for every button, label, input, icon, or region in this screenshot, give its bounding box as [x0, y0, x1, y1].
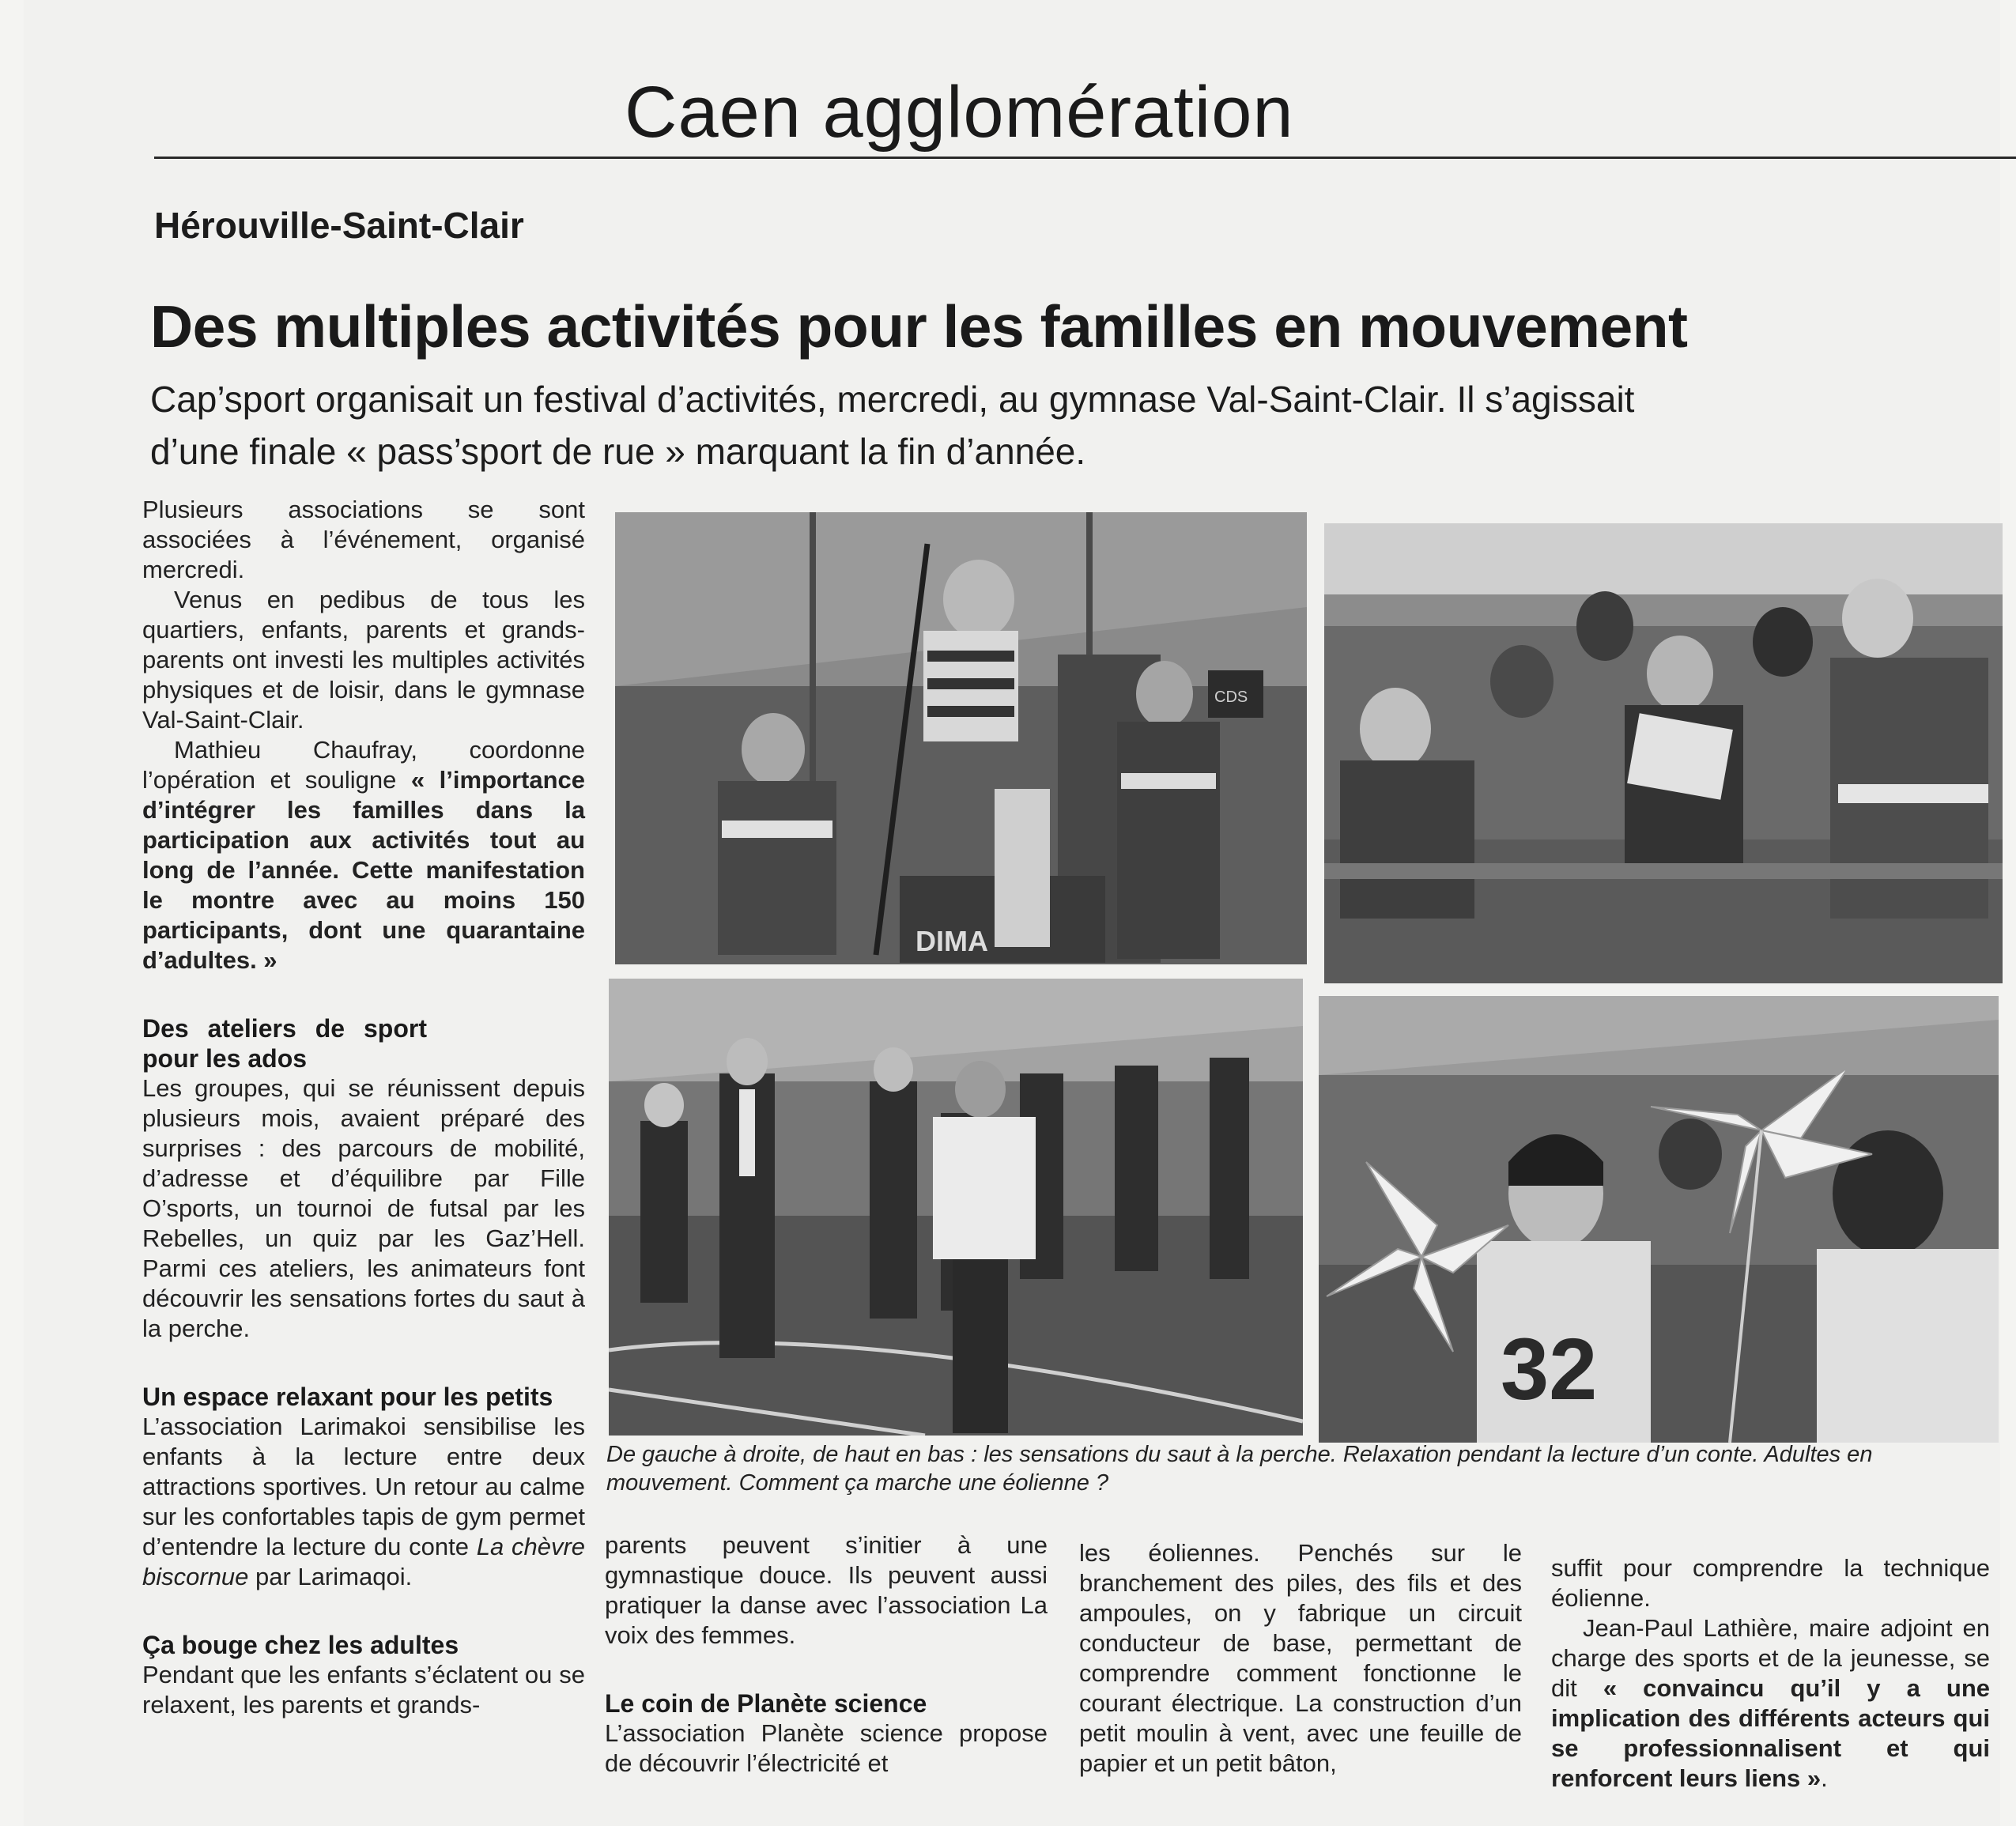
- science-paragraph-continued: les éoliennes. Penchés sur le branchement des piles, des fils et des ampoules, on y fabrique un circuit conducteur de base, permettant de comprendre comment fonctionne le courant électrique. La construction d’un petit moulin à vent, avec une feuille de papier et un petit bâton,: [1079, 1539, 1522, 1777]
- adultes-paragraph-start: Pendant que les enfants s’éclatent ou se relaxent, les parents et grands-: [142, 1661, 585, 1718]
- science-paragraph-end: suffit pour comprendre la technique éolienne.: [1551, 1554, 1990, 1612]
- petits-paragraph: [142, 1412, 585, 1592]
- intro-p3-lead: Mathieu Chaufray, coordonne l’opération et souligne: [142, 736, 585, 794]
- science-paragraph-start: L’association Planète science propose de découvrir l’électricité et: [605, 1719, 1048, 1777]
- article-column-4: [1551, 1553, 1990, 1794]
- article-column-1: [142, 495, 585, 1720]
- adultes-paragraph-continued: parents peuvent s’initier à une gymnastique douce. Ils peuvent aussi pratiquer la danse avec l’association La voix des femmes.: [605, 1531, 1048, 1649]
- intro-p3-quote: « l’importance d’intégrer les familles dans la participation aux activités tout au long de l’année. Cette manifestation le montre avec au moins 150 participants, dont une quarantaine d’adultes. »: [142, 766, 585, 974]
- subhead-ados: Des ateliers de sport pour les ados: [142, 1014, 427, 1073]
- location-kicker: Hérouville-Saint-Clair: [154, 205, 524, 246]
- photo-wind-turbines: [1319, 996, 1999, 1443]
- book-title: La chèvre biscornue: [142, 1533, 586, 1590]
- intro-paragraph-3: [142, 735, 585, 975]
- petits-body-after: par Larimaqoi.: [248, 1563, 413, 1590]
- shirt-number-text: 32: [1501, 1321, 1598, 1418]
- ados-paragraph: Les groupes, qui se réunissent depuis plusieurs mois, avaient préparé des surprises : des parcours de mobilité, d’adresse et d’équilibre par Fille O’sports, un tournoi de futsal par les Rebelles, un quiz par les Gaz’Hell. Parmi ces ateliers, les animateurs font découvrir les sensations fortes du saut à la perche.: [142, 1074, 585, 1342]
- article-headline: Des multiples activités pour les familles en mouvement: [150, 293, 1688, 360]
- petits-body-before: L’association Larimakoi sensibilise les enfants à la lecture entre deux attractions sportives. Un retour au calme sur les confortables tapis de gym permet d’entendre la lecture du conte: [142, 1413, 585, 1560]
- article-column-3: [1079, 1538, 1522, 1779]
- article-column-2: [605, 1530, 1048, 1779]
- section-title: Caen agglomération: [625, 72, 1294, 153]
- photo-adults-moving: [609, 979, 1303, 1436]
- photo-story-reading: [1324, 523, 2003, 983]
- gym-sign-text: CDS: [1214, 689, 1248, 706]
- header-rule: [154, 157, 2016, 159]
- closing-quote: « convaincu qu’il y a une implication des différents acteurs qui se professionnalisent et qui renforcent leurs liens »: [1551, 1674, 1990, 1792]
- subhead-petits: Un espace relaxant pour les petits: [142, 1383, 553, 1411]
- newspaper-page: [24, 0, 2000, 1826]
- closing-paragraph: [1551, 1613, 1990, 1794]
- article-standfirst: Cap’sport organisait un festival d’activités, mercredi, au gymnase Val-Saint-Clair. Il s’agissait d’une finale « pass’sport de rue » marquant la fin d’année.: [150, 379, 1635, 472]
- intro-paragraph-1: Plusieurs associations se sont associées à l’événement, organisé mercredi.: [142, 496, 585, 583]
- intro-paragraph-2: Venus en pedibus de tous les quartiers, enfants, parents et grands-parents ont investi les multiples activités physiques et de loisir, dans le gymnase Val-Saint-Clair.: [142, 586, 585, 734]
- closing-end: .: [1821, 1764, 1828, 1792]
- subhead-science: Le coin de Planète science: [605, 1689, 927, 1718]
- subhead-adultes: Ça bouge chez les adultes: [142, 1631, 459, 1659]
- photo-pole-vault: [615, 512, 1307, 964]
- closing-lead: Jean-Paul Lathière, maire adjoint en charge des sports et de la jeunesse, se dit: [1551, 1614, 1990, 1702]
- photo-caption: De gauche à droite, de haut en bas : les sensations du saut à la perche. Relaxation pendant la lecture d’un conte. Adultes en mouvement. Comment ça marche une éolienne ?: [606, 1442, 1873, 1496]
- mat-brand-text: DIMA: [916, 925, 988, 957]
